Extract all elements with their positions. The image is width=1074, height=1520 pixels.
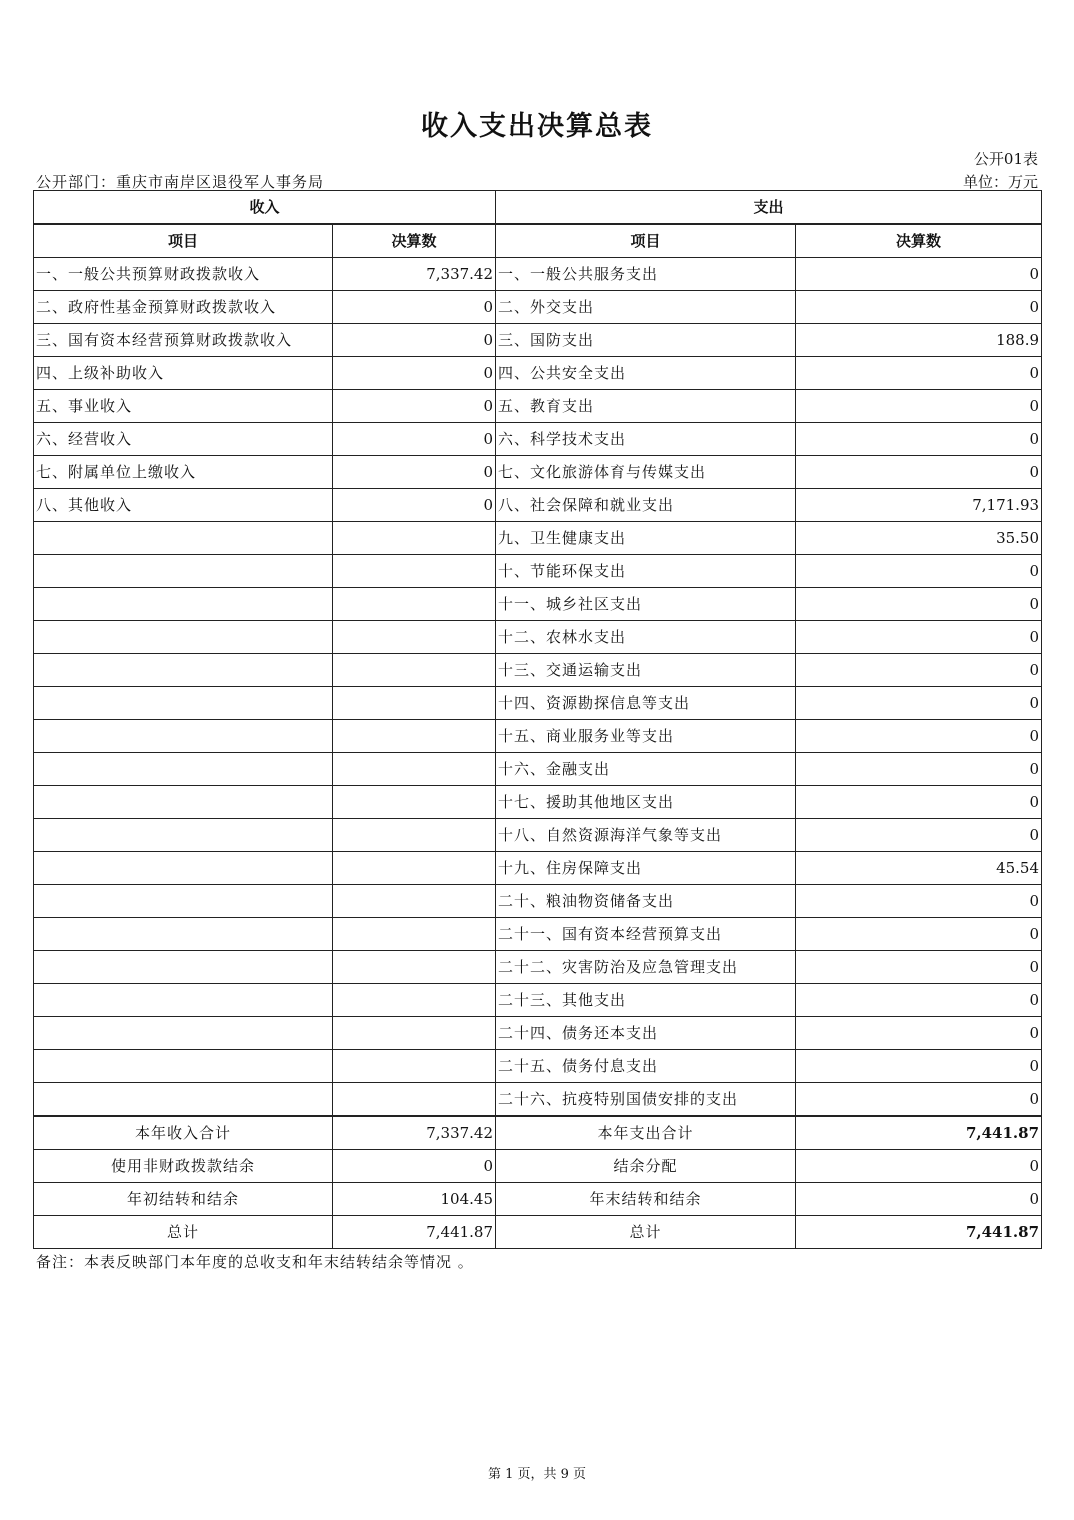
income-item: 五、事业收入 (34, 390, 333, 423)
income-amount: 0 (333, 324, 496, 357)
table-row (34, 984, 1042, 1017)
table-row (34, 687, 1042, 720)
income-item: 一、一般公共预算财政拨款收入 (34, 258, 333, 291)
income-item (34, 1083, 333, 1117)
income-summary-label: 本年收入合计 (34, 1116, 333, 1150)
income-item: 四、上级补助收入 (34, 357, 333, 390)
income-amount (333, 720, 496, 753)
table-row (34, 324, 1042, 357)
income-amount (333, 1083, 496, 1117)
income-amount: 0 (333, 423, 496, 456)
table-row (34, 819, 1042, 852)
expense-amount: 0 (796, 819, 1042, 852)
income-amount: 0 (333, 291, 496, 324)
expense-amount: 7,171.93 (796, 489, 1042, 522)
income-summary-label: 年初结转和结余 (34, 1183, 333, 1216)
expense-item: 二十四、债务还本支出 (496, 1017, 796, 1050)
income-item (34, 621, 333, 654)
expense-amount: 0 (796, 654, 1042, 687)
income-amount (333, 951, 496, 984)
income-summary-label: 总计 (34, 1216, 333, 1249)
expense-amount: 0 (796, 951, 1042, 984)
table-row (34, 555, 1042, 588)
expense-amount: 0 (796, 258, 1042, 291)
expense-item: 七、文化旅游体育与传媒支出 (496, 456, 796, 489)
table-row (34, 918, 1042, 951)
income-item (34, 918, 333, 951)
income-amount: 0 (333, 489, 496, 522)
income-item (34, 588, 333, 621)
income-amount (333, 885, 496, 918)
income-item (34, 720, 333, 753)
income-amount (333, 555, 496, 588)
expense-item: 三、国防支出 (496, 324, 796, 357)
expense-amount-header: 决算数 (796, 224, 1042, 258)
income-amount (333, 852, 496, 885)
income-summary-amount: 7,441.87 (333, 1216, 496, 1249)
expense-item: 九、卫生健康支出 (496, 522, 796, 555)
table-row (34, 852, 1042, 885)
income-amount (333, 786, 496, 819)
income-item (34, 753, 333, 786)
income-amount (333, 819, 496, 852)
summary-row (34, 1116, 1042, 1150)
table-subheader-row (34, 224, 1042, 258)
income-header: 收入 (34, 191, 496, 225)
income-summary-label: 使用非财政拨款结余 (34, 1150, 333, 1183)
expense-item: 一、一般公共服务支出 (496, 258, 796, 291)
page-indicator: 第 1 页，共 9 页 (487, 1467, 587, 1482)
table-row (34, 1050, 1042, 1083)
table-header-row (34, 191, 1042, 225)
expense-amount: 0 (796, 786, 1042, 819)
expense-item: 十一、城乡社区支出 (496, 588, 796, 621)
income-item (34, 984, 333, 1017)
income-amount (333, 687, 496, 720)
expense-item: 二十五、债务付息支出 (496, 1050, 796, 1083)
income-item-header: 项目 (34, 224, 333, 258)
income-item: 二、政府性基金预算财政拨款收入 (34, 291, 333, 324)
expense-item: 十七、援助其他地区支出 (496, 786, 796, 819)
expense-amount: 0 (796, 621, 1042, 654)
income-amount: 0 (333, 390, 496, 423)
expense-item: 十二、农林水支出 (496, 621, 796, 654)
table-row (34, 720, 1042, 753)
expense-amount: 188.9 (796, 324, 1042, 357)
income-item: 六、经营收入 (34, 423, 333, 456)
expense-amount: 0 (796, 1017, 1042, 1050)
expense-summary-amount: 7,441.87 (796, 1216, 1042, 1249)
income-item: 八、其他收入 (34, 489, 333, 522)
expense-item: 八、社会保障和就业支出 (496, 489, 796, 522)
expense-amount: 0 (796, 918, 1042, 951)
income-amount (333, 654, 496, 687)
table-row (34, 621, 1042, 654)
table-row (34, 951, 1042, 984)
page-title: 收入支出决算总表 (421, 111, 653, 142)
income-item: 七、附属单位上缴收入 (34, 456, 333, 489)
table-row (34, 258, 1042, 291)
expense-item: 十五、商业服务业等支出 (496, 720, 796, 753)
expense-amount: 0 (796, 456, 1042, 489)
expense-item: 十、节能环保支出 (496, 555, 796, 588)
table-row (34, 1017, 1042, 1050)
expense-item: 五、教育支出 (496, 390, 796, 423)
income-amount (333, 918, 496, 951)
summary-row (34, 1150, 1042, 1183)
expense-summary-label: 年末结转和结余 (496, 1183, 796, 1216)
income-amount (333, 753, 496, 786)
income-amount-header: 决算数 (333, 224, 496, 258)
expense-summary-label: 结余分配 (496, 1150, 796, 1183)
income-amount (333, 1050, 496, 1083)
expense-amount: 0 (796, 291, 1042, 324)
expense-amount: 0 (796, 588, 1042, 621)
expense-item: 二十二、灾害防治及应急管理支出 (496, 951, 796, 984)
expense-item: 十六、金融支出 (496, 753, 796, 786)
expense-item: 二十、粮油物资储备支出 (496, 885, 796, 918)
income-amount: 7,337.42 (333, 258, 496, 291)
expense-item: 十九、住房保障支出 (496, 852, 796, 885)
expense-item: 二十六、抗疫特别国债安排的支出 (496, 1083, 796, 1117)
table-row (34, 753, 1042, 786)
income-item (34, 654, 333, 687)
department-label: 公开部门：重庆市南岸区退役军人事务局 (36, 173, 325, 191)
income-item: 三、国有资本经营预算财政拨款收入 (34, 324, 333, 357)
expense-item-header: 项目 (496, 224, 796, 258)
expense-item: 二十三、其他支出 (496, 984, 796, 1017)
expense-amount: 0 (796, 1050, 1042, 1083)
expense-amount: 45.54 (796, 852, 1042, 885)
expense-item: 十八、自然资源海洋气象等支出 (496, 819, 796, 852)
table-row (34, 489, 1042, 522)
income-summary-amount: 7,337.42 (333, 1116, 496, 1150)
expense-summary-label: 本年支出合计 (496, 1116, 796, 1150)
expense-amount: 35.50 (796, 522, 1042, 555)
table-row (34, 885, 1042, 918)
unit-label: 单位：万元 (962, 173, 1038, 191)
income-amount: 0 (333, 357, 496, 390)
summary-row (34, 1183, 1042, 1216)
table-row (34, 456, 1042, 489)
income-item (34, 885, 333, 918)
table-row (34, 1083, 1042, 1117)
expense-header: 支出 (496, 191, 1042, 225)
income-item (34, 522, 333, 555)
expense-summary-amount: 0 (796, 1150, 1042, 1183)
expense-item: 六、科学技术支出 (496, 423, 796, 456)
budget-table (33, 190, 1042, 1249)
expense-amount: 0 (796, 1083, 1042, 1117)
income-summary-amount: 0 (333, 1150, 496, 1183)
table-row (34, 291, 1042, 324)
expense-amount: 0 (796, 357, 1042, 390)
income-item (34, 687, 333, 720)
expense-amount: 0 (796, 423, 1042, 456)
expense-amount: 0 (796, 720, 1042, 753)
expense-amount: 0 (796, 555, 1042, 588)
summary-row (34, 1216, 1042, 1249)
expense-item: 二十一、国有资本经营预算支出 (496, 918, 796, 951)
table-note: 备注：本表反映部门本年度的总收支和年末结转结余等情况 。 (36, 1253, 474, 1271)
expense-item: 十四、资源勘探信息等支出 (496, 687, 796, 720)
table-row (34, 654, 1042, 687)
income-amount (333, 621, 496, 654)
income-item (34, 819, 333, 852)
table-row (34, 588, 1042, 621)
income-item (34, 786, 333, 819)
income-item (34, 1017, 333, 1050)
expense-item: 二、外交支出 (496, 291, 796, 324)
expense-amount: 0 (796, 885, 1042, 918)
table-row (34, 357, 1042, 390)
expense-summary-amount: 7,441.87 (796, 1116, 1042, 1150)
income-amount (333, 588, 496, 621)
income-item (34, 951, 333, 984)
income-amount (333, 1017, 496, 1050)
expense-amount: 0 (796, 390, 1042, 423)
expense-amount: 0 (796, 753, 1042, 786)
expense-summary-label: 总计 (496, 1216, 796, 1249)
income-summary-amount: 104.45 (333, 1183, 496, 1216)
table-row (34, 786, 1042, 819)
expense-summary-amount: 0 (796, 1183, 1042, 1216)
table-row (34, 522, 1042, 555)
table-row (34, 390, 1042, 423)
expense-item: 四、公共安全支出 (496, 357, 796, 390)
table-row (34, 423, 1042, 456)
expense-amount: 0 (796, 687, 1042, 720)
income-item (34, 852, 333, 885)
expense-amount: 0 (796, 984, 1042, 1017)
form-number: 公开01表 (973, 150, 1038, 168)
income-amount (333, 522, 496, 555)
income-amount (333, 984, 496, 1017)
income-item (34, 555, 333, 588)
expense-item: 十三、交通运输支出 (496, 654, 796, 687)
income-amount: 0 (333, 456, 496, 489)
income-item (34, 1050, 333, 1083)
